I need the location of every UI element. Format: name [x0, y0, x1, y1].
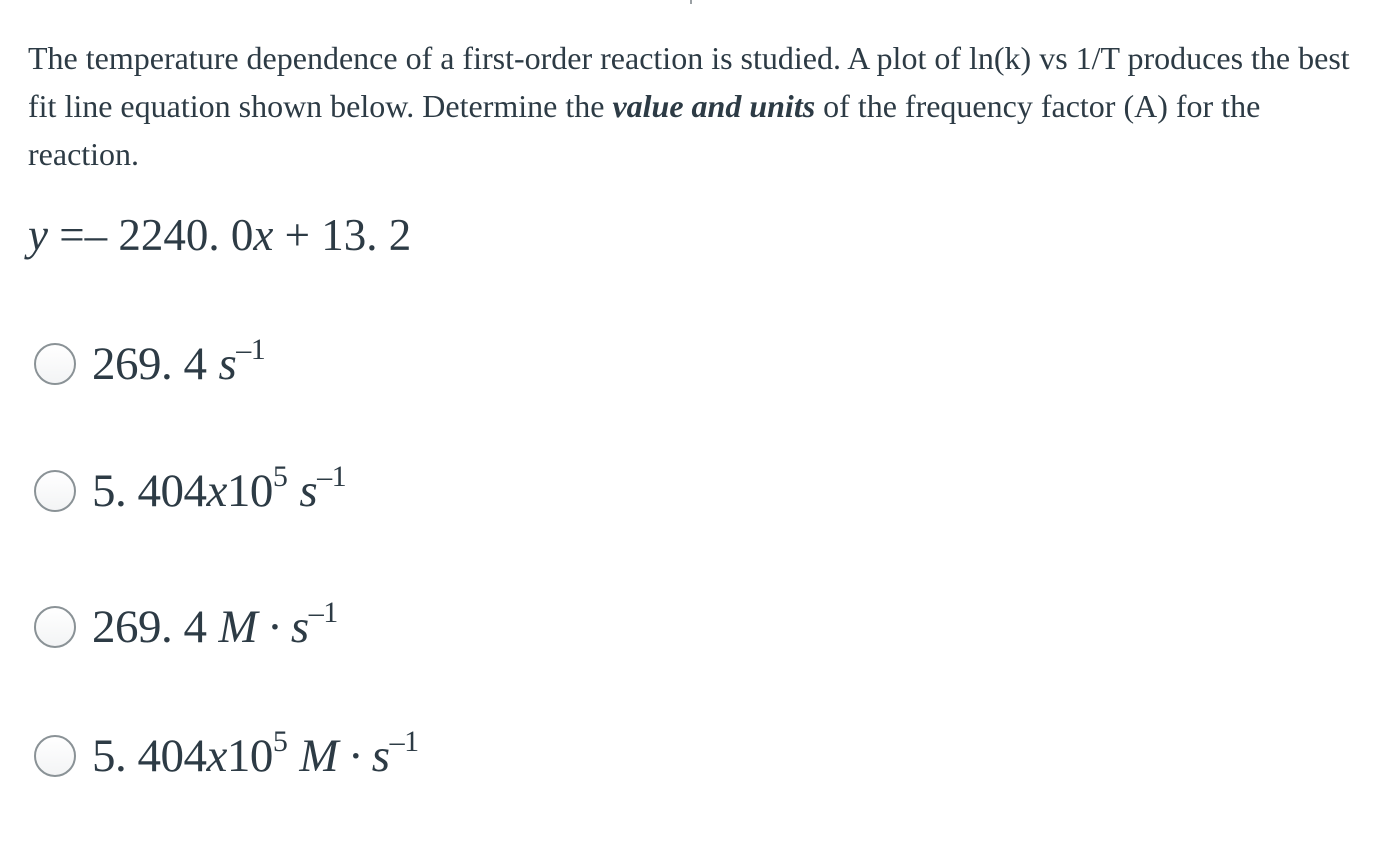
option-value: 5. 404	[92, 465, 207, 517]
option-unit-exponent: –1	[236, 333, 266, 366]
scroll-divider-mark	[690, 0, 692, 4]
option-exponent: 5	[272, 725, 288, 758]
option-unit	[218, 333, 266, 390]
radio-button-unselected-icon[interactable]	[34, 606, 76, 648]
answer-option-label	[92, 460, 347, 519]
option-unit-exponent: –1	[389, 725, 419, 758]
answer-option-4[interactable]	[34, 726, 419, 786]
option-times: x	[206, 730, 227, 782]
answer-option-label	[92, 596, 338, 655]
equation-x-variable: x	[253, 210, 274, 260]
option-unit	[218, 596, 338, 653]
option-unit-symbol: s	[218, 338, 237, 390]
equation-intercept: 13. 2	[321, 210, 412, 260]
question-prompt	[28, 34, 1358, 178]
answer-option-2[interactable]	[34, 461, 346, 521]
option-unit-symbol: M · s	[299, 730, 390, 782]
option-value: 5. 404	[92, 730, 207, 782]
option-base: 10	[226, 465, 273, 517]
question-text-end: of the frequency factor (A) for the reaction.	[28, 88, 1261, 172]
option-base: 10	[226, 730, 273, 782]
radio-button-unselected-icon[interactable]	[34, 470, 76, 512]
option-unit-exponent: –1	[308, 596, 338, 629]
radio-button-unselected-icon[interactable]	[34, 735, 76, 777]
option-unit	[299, 460, 347, 517]
option-value: 269. 4	[92, 338, 207, 390]
question-text-start: The temperature dependence of a first-order reaction is studied. A plot of ln(k) vs 1/T produces the best fit line equation shown below. Determine the	[28, 40, 1350, 124]
answer-option-3[interactable]	[34, 597, 338, 657]
option-times: x	[206, 465, 227, 517]
answer-option-label	[92, 725, 419, 784]
best-fit-equation	[28, 207, 411, 263]
equation-y-variable: y	[28, 210, 48, 260]
option-unit-symbol: M · s	[218, 601, 309, 653]
option-unit	[299, 725, 419, 782]
option-exponent: 5	[272, 460, 288, 493]
equation-slope: 2240. 0	[118, 210, 254, 260]
question-emphasis: value and units	[612, 88, 816, 124]
answer-option-1[interactable]	[34, 334, 265, 394]
option-unit-symbol: s	[299, 465, 318, 517]
option-unit-exponent: –1	[317, 460, 347, 493]
equation-equals: =–	[47, 210, 119, 260]
answer-option-label	[92, 333, 266, 392]
option-value: 269. 4	[92, 601, 207, 653]
radio-button-unselected-icon[interactable]	[34, 343, 76, 385]
equation-plus: +	[273, 210, 322, 260]
